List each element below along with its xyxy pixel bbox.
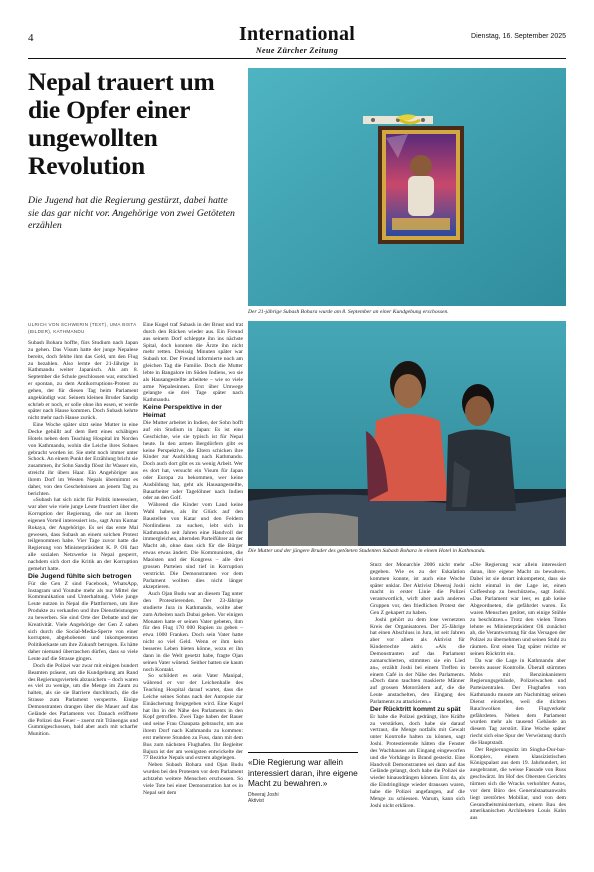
page-number: 4 [28,32,34,44]
paragraph: Er habe die Polizei gedrängt, ihre Kräfte zu verstärken, doch habe sie darauf vertraut, die Menge notfalls mit Gewalt unter Kontrolle halten zu können, sagt Joshi. Protestierende hätten die Fenster des Wachhauses am Eingang eingeworfen und die Vorhänge in Brand gesteckt. Eine Handvoll Demonstranten sei dann auf das Gelände gelangt, doch habe die Polizei sie wieder hinausdrängen können. Erst da, als die Eindringlinge wieder draussen waren, habe die Polizei angefangen, auf die Menge zu schiessen. Warum, kann sich Joshi nicht erklären. [370,713,465,809]
paragraph: Doch die Polizei war zwar mit einigen hundert Beamten präsent, um die Kundgebung am Rand des Regierungsviertels abzusichern – doch waren es viel zu wenige, um die Menge im Zaum zu halten, als sie sie Barriere durchbrach, die die Strasse zum Parlament versperrte. Einige Demonstranten drangen über die Mauer auf das Gelände des Parlaments vor. Danach eröffnete die Polizei das Feuer – zuerst mit Tränengas und Gummigeschossen, bald aber auch mit scharfer Munition. [28,662,138,738]
paragraph: Der Regierungssitz im Singha-Dur-bar-Komplex, einem klassizistischen Königspalast aus dem 19. Jahrhundert, ist ausgebrannt, die weisse Fassade von Russ geschwärzt. Im Hof des Obersten Gerichts türmen sich die Wracks verkohlter Autos, vor dem Büro des Generalstaatsanwalts liegt zerstörtes Mobiliar, und von dem Gesundheitsministerium, einem Bau des amerikanischen Architekten Louis Kahn aus [470,746,566,822]
article-column-4 [470,562,566,822]
lead-text: Die Jugend hat die Regierung gestürzt, dabei hatte sie das gar nicht vor. Angehörige von zwei Getöteten erzählen [28,195,235,232]
article-column-2 [143,322,243,797]
photo-caption: Der 21-jährige Subash Bohara wurde am 8. September an einer Kundgebung erschossen. [248,309,449,315]
paragraph: «Die Regierung war allein interessiert daran, ihre eigene Macht zu bewahren. Dabei ist sie derart inkompetent, dass sie nicht einmal in der Lage ist, einen Coffeeshop zu beschützen», sagt Joshi. «Das Parlament war leer, es gab keine Abgeordneten, die gefährdet waren. Es waren Menschen getötet, um einige Stühle zu beschützen.» Trotz den vielen Toten lehnte es Ministerpräsident Oli zunächst ab, die Verantwortung für das Versagen der Polizei zu übernehmen und seinen Stuhl zu räumen. Erst einen Tag später reichte er seinen Rücktritt ein. [470,562,566,657]
quote-rule [248,752,358,753]
paragraph: «Subash hat sich nicht für Politik interessiert, war aber wie viele junge Leute frustriert über die Korruption der Regierung, die nur an ihrem eigenen Vorteil interessiert ist», sagt Arun Kumar Rokaya, der Angehörige. Es sei das erste Mal gewesen, dass Subash an einem solchen Protest teilgenommen habe. Vier Tage zuvor hatte die Regierung von Ministerpräsident K. P. Oli fast alle sozialen Netzwerke in Nepal gesperrt, nachdem sich dort die Kritik an der Korruption gemehrt hatte. [28,497,138,572]
paragraph: Eine Kugel traf Subash in der Brust und trat durch den Rücken wieder aus. Ein Freund aus seinem Dorf schleppte ihn ins nächste Spital, doch konnten die Ärzte ihn nicht mehr retten. Dreissig Minuten später war Subash tot. Der Freund informierte noch am gleichen Tag die Familie. Doch die Mutter lebte in Bangalore im Süden Indiens, wo sie als Hausangestellte arbeitete – wie so viele arme Nepalesinnen. Erst über Umwege gelangte sie drei Tage später nach Kathmandu. [143,322,243,404]
section-title: International [239,23,355,45]
paragraph: Sturz der Monarchie 2006 nicht mehr gegeben. Wie es zu der Eskalation kommen konnte, ist auch eine Woche später unklar. Der Aktivist Dheeraj Joshi macht in erster Linie die Polizei verantwortlich, wirft aber auch anderen Gruppen vor, den friedlichen Protest der Gen Z gekapert zu haben. [370,562,465,616]
article-column-3 [370,562,465,810]
quote-author-role: Aktivist [248,797,264,804]
paragraph: Auch Ojan Budu war an diesem Tag unter den Protestierenden. Der 23-Jährige studierte Jura in Kathmandu, wollte aber zum Arbeiten nach Dubai gehen. Vor einigen Monaten hatte er seinen Vater gebeten, ihm für den Flug 170 000 Rupien zu geben – etwa 1000 Franken. Doch sein Vater hatte nicht so viel Geld. Wenn er ihm kein besseres Leben bieten könne, wozu er ihn dann in die Welt gesetzt habe, fragte Ojan seinen Vater wütend. Seither hatten sie kaum noch Kontakt. [143,591,243,673]
photo-caption: Die Mutter und der jüngere Bruder des getöteten Studenten Subash Bohara in einem Hotel in Kathmandu. [248,548,486,554]
headline: Nepal trauert um die Opfer einer ungewollten Revolution [28,67,215,180]
photo-mother-and-brother [248,321,566,546]
paragraph: Die Mutter arbeitet in Indien, der Sohn hofft auf ein Studium in Japan: Es ist eine Geschichte, wie sie typisch ist für Nepal heute. In den armen Bergdörfern gibt es keine Perspektive, die Eltern schicken ihre Kinder zur Ausbildung nach Kathmandu. Doch auch dort gibt es zu wenig Arbeit. Wer es dort hat, versucht ein Visum für Japan oder Europa zu bekommen, wer keine Ausbildung hat, geht als Hausangestellte, Bauarbeiter oder Tagelöhner nach Indien oder an den Golf. [143,420,243,502]
paragraph: Neben Subash Bohara und Ojan Budu wurden bei den Protesten vor dem Parlament achtzehn weitere Menschen erschossen. So viele Tote bei einer Demonstration hat es in Nepal seit dem [143,762,243,796]
paragraph: So schildert es sein Vater Manipal, während er vor der Leichenhalle des Teaching Hospital darauf wartet, dass die Leiche seines Sohns nach der Autopsie zur Einäscherung freigegeben wird. Eine Kugel hat ihn in der Nähe des Parlaments in den Kopf getroffen. Zwei Tage haben der Bauer und seine Frau Chaupata gebraucht, um aus ihrem Dorf nach Kathmandu zu kommen: erst mehrere Stunden zu Fuss, dann mit dem Bus zum nächsten Flughafen. Ihr Begleiter Bajura ist der am wenigsten entwickelte der 77 Bezirke Nepals und extrem abgelegen. [143,673,243,762]
byline: ULRICH VON SCHWERIN (TEXT), UMA BISTA (BILDER), KATHMANDU [28,322,137,334]
header-rule [28,58,566,59]
paragraph: Eine Woche später sitzt seine Mutter in eine Decke gehüllt auf dem Bett eines schäbigen Hotels neben dem Teaching Hospital im Norden von Kathmandu, wohin die Leiche ihres Sohnes gebracht worden ist. Sie steht noch immer unter Schock. An einem Punkt der Erzählung bricht sie zusammen, ihr Sohn Sandip flösst ihr Wasser ein, streicht ihr übers Haar. Ein Angehöriger aus ihrem Dorf im Westen Nepals übernimmt es daher, von den Geschehnissen an jenem Tag zu berichten. [28,422,138,497]
issue-date: Dienstag, 16. September 2025 [471,33,566,40]
photo-memorial-portrait [248,68,566,306]
quote-text: «Die Regierung war allein interessiert daran, ihre eigene Macht zu bewahren.» [248,757,358,788]
masthead: Neue Zürcher Zeitung [255,46,339,55]
paragraph: Für die Gen Z sind Facebook, WhatsApp, Instagram und Youtube mehr als nur Mittel der Kommunikation und Unterhaltung. Viele junge Leute nutzen in Nepal die Plattformen, um ihre Produkte zu verkaufen und ihre Dienstleistungen zu bewerben. Sie sind Orte der Debatte und der Kreativität. Viele Angehörige der Gen Z sahen sich durch die Social-Media-Sperre von einer korrupten, abgehobenen und inkompetenten Politikerkaste um ihre Zukunft betrogen. Es hätte daher niemand überraschen dürfen, dass so viele Leute auf die Strasse gingen. [28,580,138,662]
paragraph: Da war die Lage in Kathmandu aber bereits ausser Kontrolle. Überall stürmten Mobs mit Benzinkanistern Regierungsgebäude, Polizeiwachen und Parteizentralen. Der Flughafen von Kathmandu musste am Nachmittag seinen Dienst einstellen, weil die dichten Rauchwolken den Flugverkehr gefährdeten. Neben dem Parlament wurden mehr als tausend Gebäude an diesem Tag zerstört. Eine Woche später riecht sich eine Spur der Verwüstung durch die Hauptstadt. [470,657,566,746]
subheading: Die Jugend fühlte sich betrogen [28,572,132,580]
paragraph: Subash Bohara hoffte, fürs Studium nach Japan zu gehen. Das Visum hatte der junge Nepalese bereits, doch fehlte ihm das Geld, um den Flug zu bezahlen. Also lernte der 21-Jährige in Kathmandu weiter Japanisch. Als am 8. September die Schule geschlossen war, entschied er spontan, zu dem Antikorruptions-Protest zu gehen, der für diesen Tag beim Parlament angekündigt war. Seinem kleinen Bruder Sandip schrieb er noch, er solle ohne ihn essen, er werde später nach Hause kommen. Doch Subash kehrte nicht mehr nach Hause zurück. [28,340,138,422]
paragraph: Während die Kinder vom Land keine Wahl haben, als ihr Glück auf den Baustellen von Katar und den Feldern Nordindiens zu suchen, lebt sich in Kathmandu seit Jahren eine Handvoll der immergleichen, alternden Parteiführer an der Macht ab, ohne dass sich für die Bürger etwas etwas ändert. Die Kommunisten, die Maoisten und der Kongress – alle drei grossen Parteien sind tief in Korruption verstrickt. Die Demonstranten vor dem Parlament wollten dies nicht länger akzeptieren. [143,502,243,591]
quote-author: Dheeraj Joshi [248,791,279,798]
pull-quote [248,752,358,804]
paragraph: Joshi gehört zu dem lose vernetzten Kreis der Organisatoren. Der 25-Jährige hat einen Abschluss in Jura, ist seit Jahren aber vor allem als Aktivist für Kinderrechte aktiv. «Als die Demonstranten auf das Parlament zumarschierten, stimmten sie ein Lied an», erzählt Joshi bei einem Treffen in einem Café in der Nähe des Parlaments. «Doch dann tauchten maskierte Männer auf grossen Motorrädern auf, die die Leute anstachelten, den Eingang des Parlaments zu attackieren.» [370,616,465,705]
article-column-1 [28,340,138,738]
subheading: Keine Perspektive in der Heimat [143,404,222,420]
subheading: Der Rücktritt kommt zu spät [370,705,461,713]
